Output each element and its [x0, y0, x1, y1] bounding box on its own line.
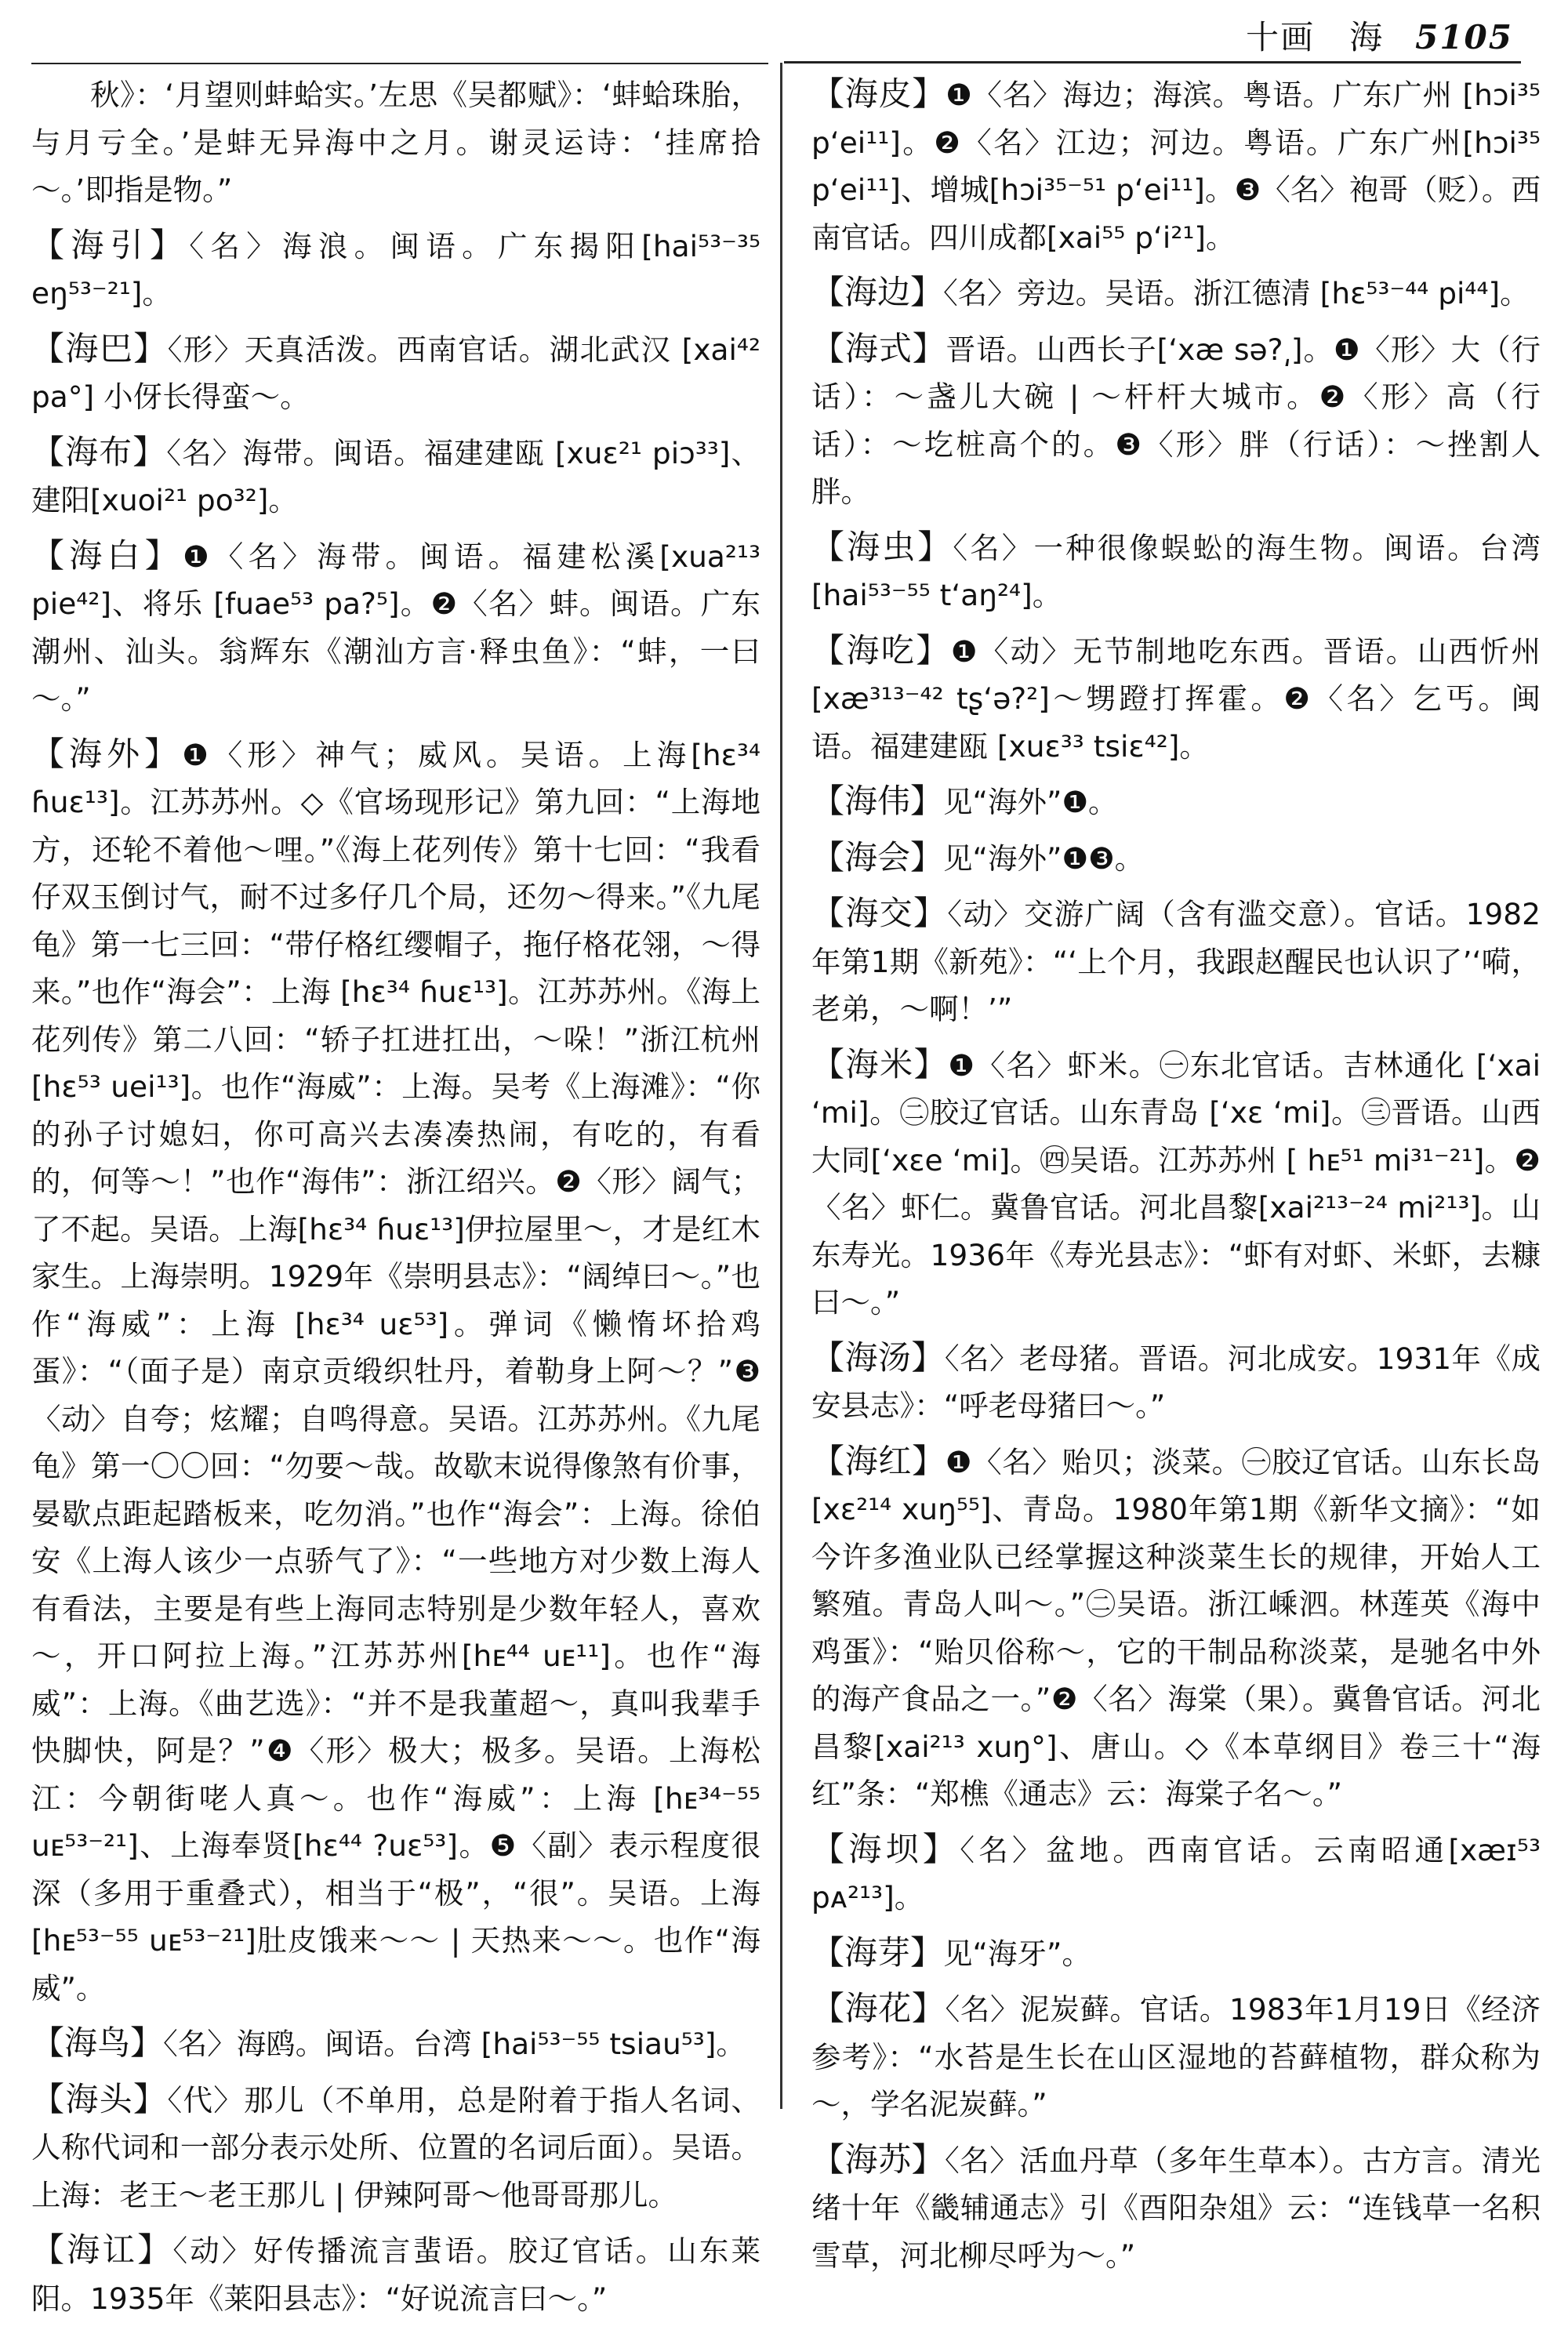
entry-headword: 【海引】 [31, 225, 190, 264]
left-column [31, 71, 760, 2330]
entry-headword: 【海边】 [811, 273, 944, 311]
entry-text: 〈名〉老母猪。晋语。河北成安。1931年《成安县志》：“呼老母猪曰～。” [811, 1341, 1541, 1423]
entry-text: ❶〈名〉贻贝；淡菜。㊀胶辽官话。山东长岛 [xɛ²¹⁴ xuŋ⁵⁵]、青岛。1980年第1期《新华文摘》：“如今许多渔业队已经掌握这种淡菜生长的规律，开始人工繁殖。青岛人叫～。”㊁吴语。浙江嵊泗。林莲英《海中鸡蛋》：“贻贝俗称～，它的干制品称淡菜，是驰名中外的海产食品之一。”❷〈名〉海棠（果）。冀鲁官话。河北昌黎[xai²¹³ xuŋ°]、唐山。◇《本草纲目》卷三十“海红”条：“郑樵《通志》云：海棠子名～。” [811, 1444, 1541, 1811]
entry-text: ❶〈名〉海带。闽语。福建松溪[xua²¹³ pie⁴²]、将乐 [fuae⁵³ pa?⁵]。❷〈名〉蚌。闽语。广东潮州、汕头。翁辉东《潮汕方言·释虫鱼》：“蚌，一曰～。” [31, 539, 760, 716]
entry-headword: 【海鸟】 [31, 2023, 164, 2062]
entry-text: 〈动〉交游广阔（含有滥交意）。官话。1982年第1期《新苑》：“‘上个月，我跟赵醒民也认识了’‘嗬，老弟，～啊！’” [811, 897, 1541, 1026]
dictionary-entry [811, 524, 1541, 619]
entry-text: ❶〈名〉虾米。㊀东北官话。吉林通化 [‘xai ‘mi]。㊁胶辽官话。山东青岛 [‘xɛ ‘mi]。㊂晋语。山西大同[‘xɛe ‘mi]。㊃吴语。江苏苏州 [ hᴇ⁵¹ mi³¹⁻²¹]。❷〈名〉虾仁。冀鲁官话。河北昌黎[xai²¹³⁻²⁴ mi²¹³]。山东寿光。1936年《寿光县志》：“虾有对虾、米虾，去糠曰～。” [811, 1047, 1541, 1319]
entry-headword: 【海芽】 [811, 1933, 944, 1972]
entry-headword: 【海皮】 [811, 74, 946, 113]
dictionary-entry [811, 834, 1541, 883]
dictionary-entry [811, 2136, 1541, 2280]
entry-headword: 【海坝】 [811, 1829, 960, 1868]
dictionary-entry [811, 1826, 1541, 1922]
entry-headword: 【海布】 [31, 432, 167, 471]
running-header [1246, 16, 1513, 60]
entry-text: 〈代〉那儿（不单用，总是附着于指人名词、人称代词和一部分表示处所、位置的名词后面）。吴语。上海：老王～老王那儿 | 伊辣阿哥～他哥哥那儿。 [31, 2082, 760, 2212]
dictionary-entry [31, 532, 760, 723]
entry-headword: 【海白】 [31, 535, 183, 575]
entry-text: 〈形〉天真活泼。西南官话。湖北武汉 [xai⁴² pa°] 小伢长得蛮～。 [31, 332, 760, 414]
entry-text: 〈名〉盆地。西南官话。云南昭通[xæɪ⁵³ pᴀ²¹³]。 [811, 1832, 1541, 1914]
entry-headword: 【海外】 [31, 734, 183, 773]
top-rule-left [31, 63, 768, 64]
dictionary-entry [31, 429, 760, 524]
entry-text: 〈名〉旁边。吴语。浙江德清 [hɛ⁵³⁻⁴⁴ pi⁴⁴]。 [943, 276, 1530, 310]
entry-headword: 【海巴】 [31, 328, 168, 368]
dictionary-entry [811, 1334, 1541, 1430]
dictionary-entry [811, 1438, 1541, 1818]
entry-headword: 【海讧】 [31, 2230, 173, 2269]
column-divider [780, 63, 782, 2109]
entry-headword: 【海汤】 [811, 1337, 945, 1377]
entry-headword: 【海交】 [811, 894, 948, 932]
dictionary-entry [31, 2227, 760, 2322]
entry-text: 见“海外”❶❸。 [943, 840, 1145, 876]
entry-headword: 【海会】 [811, 837, 944, 876]
header-rule [784, 61, 1521, 64]
entry-text: ❶〈名〉海边；海滨。粤语。广东广州 [hɔi³⁵ p‘ei¹¹]。❷〈名〉江边；河边。粤语。广东广州[hɔi³⁵ p‘ei¹¹]、增城[hɔi³⁵⁻⁵¹ p‘ei¹¹]。❸〈名〉袍哥（贬）。西南官话。四川成都[xai⁵⁵ p‘i²¹]。 [811, 78, 1541, 255]
entry-text: 秋》：‘月望则蚌蛤实。’左思《吴都赋》：‘蚌蛤珠胎，与月亏全。’是蚌无异海中之月。谢灵运诗：‘挂席拾～。’即指是物。” [31, 78, 760, 207]
entry-headword: 【海苏】 [811, 2139, 945, 2179]
page-number: 5105 [1415, 18, 1513, 56]
dictionary-entry [31, 325, 760, 421]
right-column [811, 71, 1541, 2287]
entry-headword: 【海虫】 [811, 527, 953, 566]
entry-text: 〈名〉海带。闽语。福建建瓯 [xuɛ²¹ piɔ³³]、建阳[xuoi²¹ po³²]。 [31, 435, 760, 517]
dictionary-entry [31, 2020, 760, 2068]
entry-headword: 【海吃】 [811, 630, 951, 670]
dictionary-entry [31, 71, 760, 214]
dictionary-entry [811, 1985, 1541, 2129]
entry-text: 见“海外”❶。 [943, 785, 1118, 819]
dictionary-entry [811, 778, 1541, 826]
entry-text: 〈名〉活血丹草（多年生草本）。古方言。清光绪十年《畿辅通志》引《酉阳杂俎》云：“连钱草一名积雪草，河北柳尽呼为～。” [811, 2143, 1541, 2273]
dictionary-entry [811, 627, 1541, 771]
entry-text: 〈名〉泥炭藓。官话。1983年1月19日《经济参考》：“水苔是生长在山区湿地的苔藓植物，群众称为～，学名泥炭藓。” [811, 1992, 1541, 2121]
dictionary-entry [31, 2076, 760, 2219]
entry-headword: 【海式】 [811, 328, 946, 368]
dictionary-entry [811, 269, 1541, 318]
entry-headword: 【海花】 [811, 1989, 946, 2027]
entry-headword: 【海伟】 [811, 782, 944, 820]
entry-text: 〈动〉好传播流言蜚语。胶辽官话。山东莱阳。1935年《莱阳县志》：“好说流言曰～。” [31, 2234, 760, 2316]
entry-headword: 【海米】 [811, 1044, 949, 1083]
entry-headword: 【海红】 [811, 1441, 946, 1480]
dictionary-entry [31, 731, 760, 2012]
entry-text: 〈名〉海浪。闽语。广东揭阳[hai⁵³⁻³⁵ eŋ⁵³⁻²¹]。 [31, 228, 760, 310]
entry-headword: 【海头】 [31, 2079, 168, 2118]
entry-text: 〈名〉一种很像蜈蚣的海生物。闽语。台湾 [hai⁵³⁻⁵⁵ t‘aŋ²⁴]。 [811, 530, 1541, 612]
dictionary-entry [811, 71, 1541, 261]
dictionary-entry [31, 222, 760, 318]
entry-text: 晋语。山西长子[‘xæ sə?͵]。❶〈形〉大（行话）：～盏儿大碗 | ～杆杆大城市。❷〈形〉高（行话）：～圪桩高个的。❸〈形〉胖（行话）：～挫割人胖。 [811, 332, 1541, 509]
section-label: 十画 海 [1246, 18, 1385, 56]
entry-text: ❶〈动〉无节制地吃东西。晋语。山西忻州 [xæ³¹³⁻⁴² tʂ‘ə?²]～甥蹬打挥霍。❷〈名〉乞丐。闽语。福建建瓯 [xuɛ³³ tsiɛ⁴²]。 [811, 633, 1541, 764]
dictionary-entry [811, 1041, 1541, 1327]
dictionary-entry [811, 890, 1541, 1033]
entry-text: 〈名〉海鸥。闽语。台湾 [hai⁵³⁻⁵⁵ tsiau⁵³]。 [163, 2027, 746, 2061]
dictionary-entry [811, 325, 1541, 516]
entry-text: ❶〈形〉神气；威风。吴语。上海[hɛ³⁴ ɦuɛ¹³]。江苏苏州。◇《官场现形记》第九回：“上海地方，还轮不着他～哩。”《海上花列传》第十七回：“我看仔双玉倒讨气，耐不过多仔几个局，还勿～得来。”《九尾龟》第一七三回：“带仔格红缨帽子，拖仔格花翎，～得来。”也作“海会”：上海 [hɛ³⁴ ɦuɛ¹³]。江苏苏州。《海上花列传》第二八回：“轿子扛进扛出，～哚！”浙江杭州[hɛ⁵³ uei¹³]。也作“海威”：上海。吴考《上海滩》：“你的孙子讨媳妇，你可高兴去凑凑热闹，有吃的，有看的，何等～！”也作“海伟”：浙江绍兴。❷〈形〉阔气；了不起。吴语。上海[hɛ³⁴ ɦuɛ¹³]伊拉屋里～，才是红木家生。上海崇明。1929年《崇明县志》：“阔绰曰～。”也作“海威”：上海 [hɛ³⁴ uɛ⁵³]。弹词《懒惰坏拾鸡蛋》：“（面子是）南京贡缎织牡丹，着勒身上阿～？”❸〈动〉自夸；炫耀；自鸣得意。吴语。江苏苏州。《九尾龟》第一〇〇回：“勿要～哉。故歇末说得像煞有价事，晏歇点距起踏板来，吃勿消。”也作“海会”：上海。徐伯安《上海人该少一点骄气了》：“一些地方对少数上海人有看法，主要是有些上海同志特别是少数年轻人，喜欢～，开口阿拉上海。”江苏苏州[hᴇ⁴⁴ uᴇ¹¹]。也作“海威”：上海。《曲艺选》：“并不是我董超～，真叫我辈手快脚快，阿是？”❹〈形〉极大；极多。吴语。上海松江：今朝街咾人真～。也作“海威”：上海 [hᴇ³⁴⁻⁵⁵ uᴇ⁵³⁻²¹]、上海奉贤[hɛ⁴⁴ ?uɛ⁵³]。❺〈副〉表示程度很深（多用于重叠式），相当于“极”，“很”。吴语。上海[hᴇ⁵³⁻⁵⁵ uᴇ⁵³⁻²¹]肚皮饿来～～ | 天热来～～。也作“海威”。 [31, 737, 760, 2005]
dictionary-entry [811, 1929, 1541, 1978]
entry-text: 见“海牙”。 [943, 1936, 1091, 1971]
